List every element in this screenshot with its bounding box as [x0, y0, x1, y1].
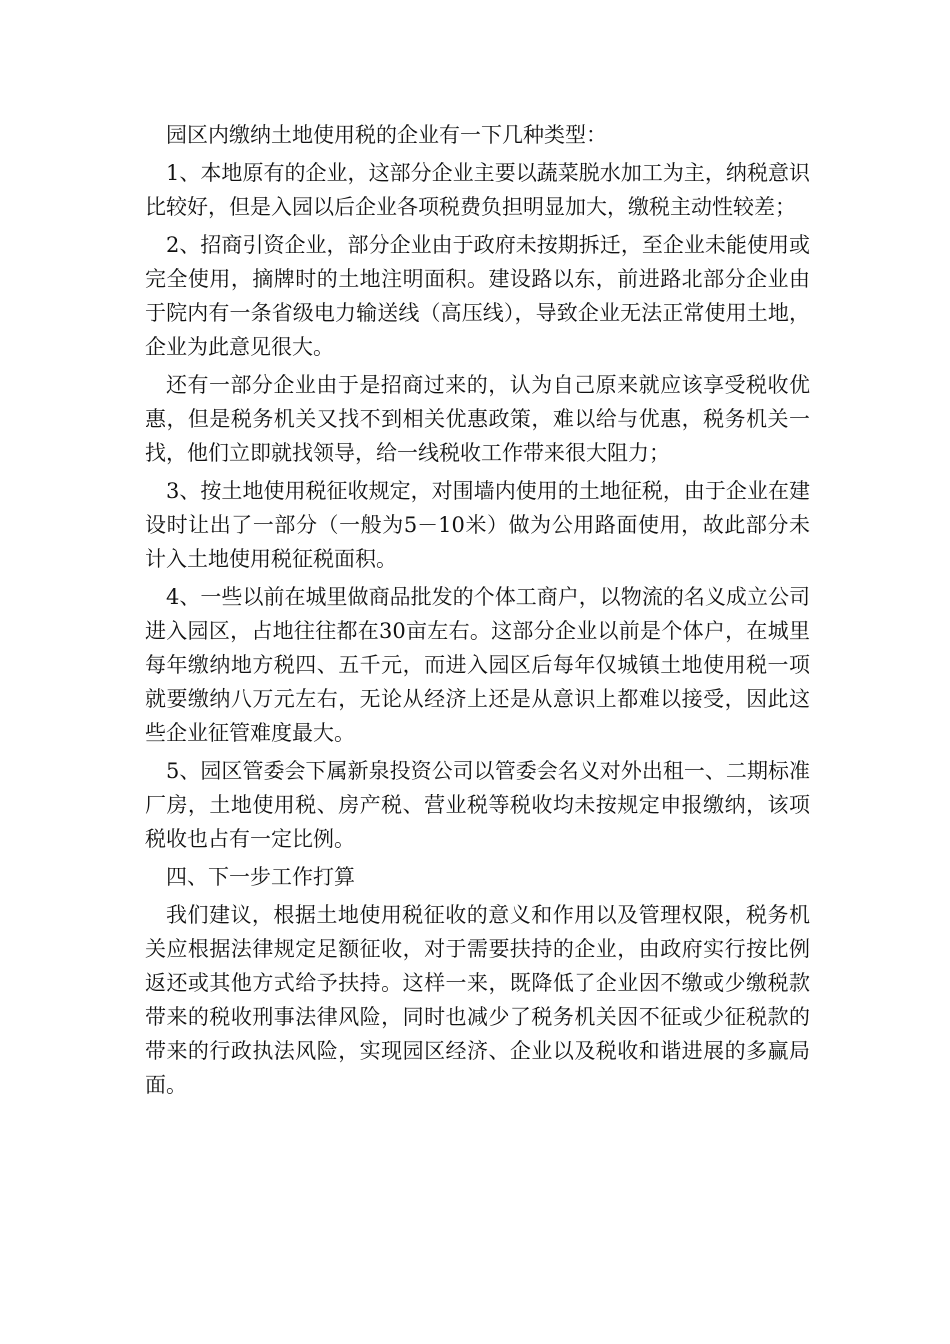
section-heading: 四、下一步工作打算: [166, 865, 355, 889]
paragraph-item-1: 1、本地原有的企业，这部分企业主要以蔬菜脱水加工为主，纳税意识比较好，但是入园以后企业各项税费负担明显加大，缴税主动性较差；: [145, 161, 810, 219]
paragraph-recommendation: 我们建议，根据土地使用税征收的意义和作用以及管理权限，税务机关应根据法律规定足额征收，对于需要扶持的企业，由政府实行按比例返还或其他方式给予扶持。这样一来，既降低了企业因不缴或少缴税款带来的税收刑事法律风险，同时也减少了税务机关因不征或少征税款的带来的行政执法风险，实现园区经济、企业以及税收和谐进展的多赢局面。: [145, 903, 810, 1097]
paragraph-item-3: 3、按土地使用税征收规定，对围墙内使用的土地征税，由于企业在建设时让出了一部分（一般为5－10米）做为公用路面使用，故此部分未计入土地使用税征税面积。: [145, 479, 810, 571]
document-body: [145, 118, 810, 1106]
paragraph-intro: 园区内缴纳土地使用税的企业有一下几种类型：: [166, 123, 607, 147]
paragraph-item-2-continued: 还有一部分企业由于是招商过来的，认为自己原来就应该享受税收优惠，但是税务机关又找不到相关优惠政策，难以给与优惠，税务机关一找，他们立即就找领导，给一线税收工作带来很大阻力；: [145, 373, 810, 465]
paragraph-item-5: 5、园区管委会下属新泉投资公司以管委会名义对外出租一、二期标准厂房，土地使用税、房产税、营业税等税收均未按规定申报缴纳，该项税收也占有一定比例。: [145, 759, 810, 851]
paragraph-item-2: 2、招商引资企业，部分企业由于政府未按期拆迁，至企业未能使用或完全使用，摘牌时的土地注明面积。建设路以东，前进路北部分企业由于院内有一条省级电力输送线（高压线），导致企业无法正常使用土地，企业为此意见很大。: [145, 233, 810, 359]
paragraph-item-4: 4、一些以前在城里做商品批发的个体工商户，以物流的名义成立公司进入园区，占地往往都在30亩左右。这部分企业以前是个体户，在城里每年缴纳地方税四、五千元，而进入园区后每年仅城镇土地使用税一项就要缴纳八万元左右，无论从经济上还是从意识上都难以接受，因此这些企业征管难度最大。: [145, 585, 810, 745]
